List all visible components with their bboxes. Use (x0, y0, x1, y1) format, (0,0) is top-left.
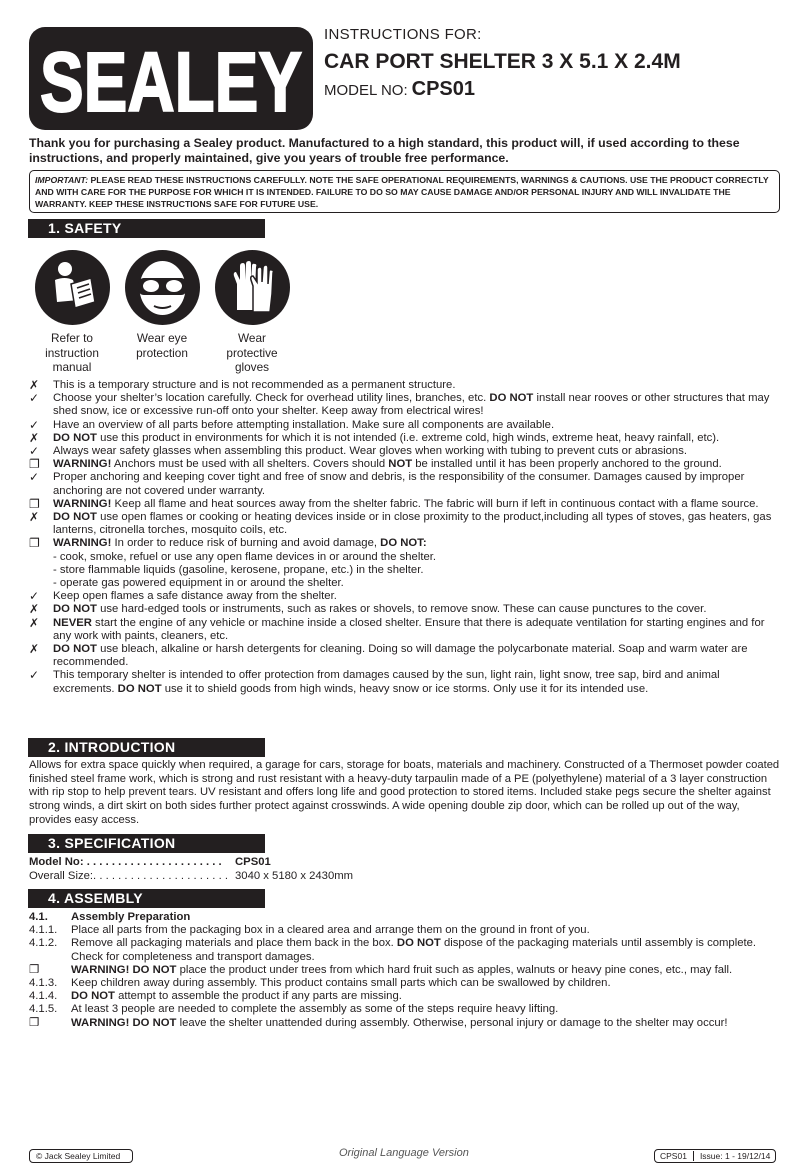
spec-label: Model No: . . . . . . . . . . . . . . . . . . . . . . (29, 856, 222, 868)
instructions-for-label: INSTRUCTIONS FOR: (324, 26, 482, 43)
copyright: © Jack Sealey Limited (29, 1149, 133, 1163)
goggles-icon-label: Wear eye protection (136, 331, 188, 360)
spec-row (29, 855, 353, 869)
step-number: 4.1.1. (29, 924, 58, 937)
product-title: CAR PORT SHELTER 3 X 5.1 X 2.4M (324, 50, 681, 73)
model-number: MODEL NO: CPS01 (324, 78, 475, 100)
section-safety-heading: 1. SAFETY (28, 219, 265, 238)
assembly-step: 4.1. Assembly Preparation (29, 911, 191, 923)
cross-icon: ✗ (29, 430, 40, 445)
manual-icon-label: Refer to instruction manual (45, 331, 99, 374)
safety-item: ✗ DO NOT use bleach, alkaline or harsh detergents for cleaning. Doing so will damage the polycarbonate material. Soap and warm water are recommended. (29, 642, 748, 669)
section-assembly-heading: 4. ASSEMBLY (28, 889, 265, 908)
specification-list (29, 855, 353, 883)
cross-icon: ✗ (29, 615, 40, 630)
step-number: 4.1.3. (29, 977, 58, 990)
gloves-icon (215, 250, 290, 325)
step-number: 4.1. (29, 911, 48, 923)
safety-item: - cook, smoke, refuel or use any open flame devices in or around the shelter. (53, 550, 437, 563)
assembly-step: Check for completeness and transport damages. (71, 950, 315, 963)
tick-icon: ✓ (29, 589, 40, 604)
safety-item: - operate gas powered equipment in or around the shelter. (53, 577, 344, 590)
safety-item: ✗ DO NOT use open flames or cooking or heating devices inside or in close proximity to the product,including all types of stoves, gas heaters, gas lanterns, citronella torches, mosquito coils, etc. (29, 510, 772, 537)
important-notice: IMPORTANT: PLEASE READ THESE INSTRUCTIONS CAREFULLY. NOTE THE SAFE OPERATIONAL REQUIREMENTS, WARNINGS & CAUTIONS. USE THE PRODUCT CORRECTLY AND WITH CARE FOR THE PURPOSE FOR WHICH IT IS INTENDED. FAILURE TO DO SO MAY CAUSE DAMAGE AND/OR PERSONAL INJURY AND WILL INVALIDATE THE WARRANTY. KEEP THESE INSTRUCTIONS SAFE FOR FUTURE USE. (29, 170, 780, 213)
tick-icon: ✓ (29, 470, 40, 485)
tick-icon: ✓ (29, 668, 40, 683)
step-number: 4.1.4. (29, 990, 58, 1003)
assembly-list (29, 911, 781, 1030)
issue-box (654, 1149, 776, 1163)
tick-icon: ✓ (29, 444, 40, 459)
assembly-step: 4.1.1. Place all parts from the packaging box in a cleared area and arrange them on the ground in front of you. (29, 924, 590, 937)
assembly-step: 4.1.4. DO NOT attempt to assemble the product if any parts are missing. (29, 990, 402, 1003)
cross-icon: ✗ (29, 602, 40, 617)
warning-box-icon: ❐ (29, 536, 40, 551)
warning-box-icon: ❐ (29, 1016, 40, 1029)
section-specification-heading: 3. SPECIFICATION (28, 834, 265, 853)
manual-icon (35, 250, 110, 325)
spec-value: CPS01 (235, 856, 271, 868)
safety-item: ✓ This temporary shelter is intended to offer protection from damages caused by the sun, light rain, light snow, tree sap, bird and animal excrements. DO NOT use it to shield goods from high winds, heavy snow or ice storms. Only use it for its intended use. (29, 668, 720, 695)
safety-item: ❐ WARNING! Keep all flame and heat sources away from the shelter fabric. The fabric will burn if left in continuous contact with a flame source. (29, 496, 759, 511)
safety-item: ✓ Proper anchoring and keeping cover tight and free of snow and debris, is the responsibility of the consumer. Damages caused by improper anchoring are not covered under warranty. (29, 470, 745, 497)
cross-icon: ✗ (29, 510, 40, 525)
step-number: 4.1.2. (29, 937, 58, 950)
manual-icon-box (32, 250, 112, 375)
step-number: 4.1.5. (29, 1003, 58, 1016)
safety-item: ✗ This is a temporary structure and is not recommended as a permanent structure. (29, 378, 456, 392)
cross-icon: ✗ (29, 378, 40, 392)
safety-item: ✗ NEVER start the engine of any vehicle or machine inside a closed shelter. Ensure that there is adequate ventilation for starting engines and for any work with paints, cleaners, etc. (29, 615, 765, 642)
safety-item: ✓ Keep open flames a safe distance away from the shelter. (29, 589, 337, 604)
safety-item: ❐ WARNING! In order to reduce risk of burning and avoid damage, DO NOT: (29, 536, 427, 551)
warning-box-icon: ❐ (29, 457, 40, 472)
goggles-icon-box (122, 250, 202, 360)
safety-item: ✗ DO NOT use this product in environments for which it is not intended (i.e. extreme cold, high winds, extreme heat, heavy rainfall, etc). (29, 430, 720, 445)
safety-list (29, 379, 781, 696)
spec-value: 3040 x 5180 x 2430mm (235, 870, 354, 882)
language-version: Original Language Version (339, 1147, 469, 1159)
tick-icon: ✓ (29, 391, 40, 406)
safety-item: ✓ Always wear safety glasses when assembling this product. Wear gloves when working with tubing to prevent cuts or abrasions. (29, 444, 687, 459)
spec-row (29, 869, 353, 883)
safety-item: - store flammable liquids (gasoline, kerosene, propane, etc.) in the shelter. (53, 563, 424, 576)
warning-box-icon: ❐ (29, 963, 40, 976)
spec-label: Overall Size:. . . . . . . . . . . . . . . . . . . . . . (29, 870, 228, 882)
assembly-step: 4.1.2. Remove all packaging materials and place them back in the box. DO NOT dispose of the packaging materials until assembly is complete. (29, 937, 757, 950)
goggles-icon (125, 250, 200, 325)
introduction-text: Allows for extra space quickly when required, a garage for cars, storage for boats, materials and machinery. Constructed of a Thermoset powder coated finished steel frame work, which is strong and rust resistant with a heavy-duty tarpaulin made of a PE (polyethylene) material of a 3 layer construction with rip stop to help prevent tears. UV resistant and offers long life and good protection to stored items. Included stake pegs secure the shelter against strong winds, a dirt skirt on both sides further protect against crosswinds. A wide opening double zip door, which can be rolled up out of the way, provides easy access. (29, 759, 780, 826)
safety-item: ✓ Choose your shelter’s location carefully. Check for overhead utility lines, branches, etc. DO NOT install near rooves or other structures that may shed snow, ice or excessive run-off onto your shelter. Keep away from electrical wires! (29, 391, 770, 418)
assembly-step: 4.1.3. Keep children away during assembly. This product contains small parts which can be swallowed by children. (29, 977, 611, 990)
assembly-step: ❐ WARNING! DO NOT leave the shelter unattended during assembly. Otherwise, personal injury or damage to the shelter may occur! (29, 1016, 728, 1029)
safety-item: ✗ DO NOT use hard-edged tools or instruments, such as rakes or shovels, to remove snow. These can cause punctures to the cover. (29, 602, 707, 617)
safety-item: ❐ WARNING! Anchors must be used with all shelters. Covers should NOT be installed until it has been properly anchored to the ground. (29, 457, 722, 472)
cross-icon: ✗ (29, 642, 40, 657)
thank-you-text: Thank you for purchasing a Sealey product. Manufactured to a high standard, this product will, if used according to these instructions, and properly maintained, give you years of trouble free performance. (29, 136, 740, 165)
footer-issue: Issue: 1 - 19/12/14 (699, 1151, 771, 1161)
assembly-step: ❐ WARNING! DO NOT place the product under trees from which hard fruit such as apples, walnuts or heavy pine cones, etc., may fall. (29, 963, 733, 976)
safety-item: ✓ Have an overview of all parts before attempting installation. Make sure all components are available. (29, 417, 555, 432)
gloves-icon-box (212, 250, 292, 375)
section-introduction-heading: 2. INTRODUCTION (28, 738, 265, 757)
sealey-logo (29, 27, 313, 130)
footer-model: CPS01 (660, 1151, 687, 1161)
logo-wordmark: SEALEY (40, 35, 302, 129)
assembly-step: 4.1.5. At least 3 people are needed to complete the assembly as some of the steps require heavy lifting. (29, 1003, 559, 1016)
warning-box-icon: ❐ (29, 496, 40, 511)
tick-icon: ✓ (29, 417, 40, 432)
gloves-icon-label: Wear protective gloves (226, 331, 278, 374)
